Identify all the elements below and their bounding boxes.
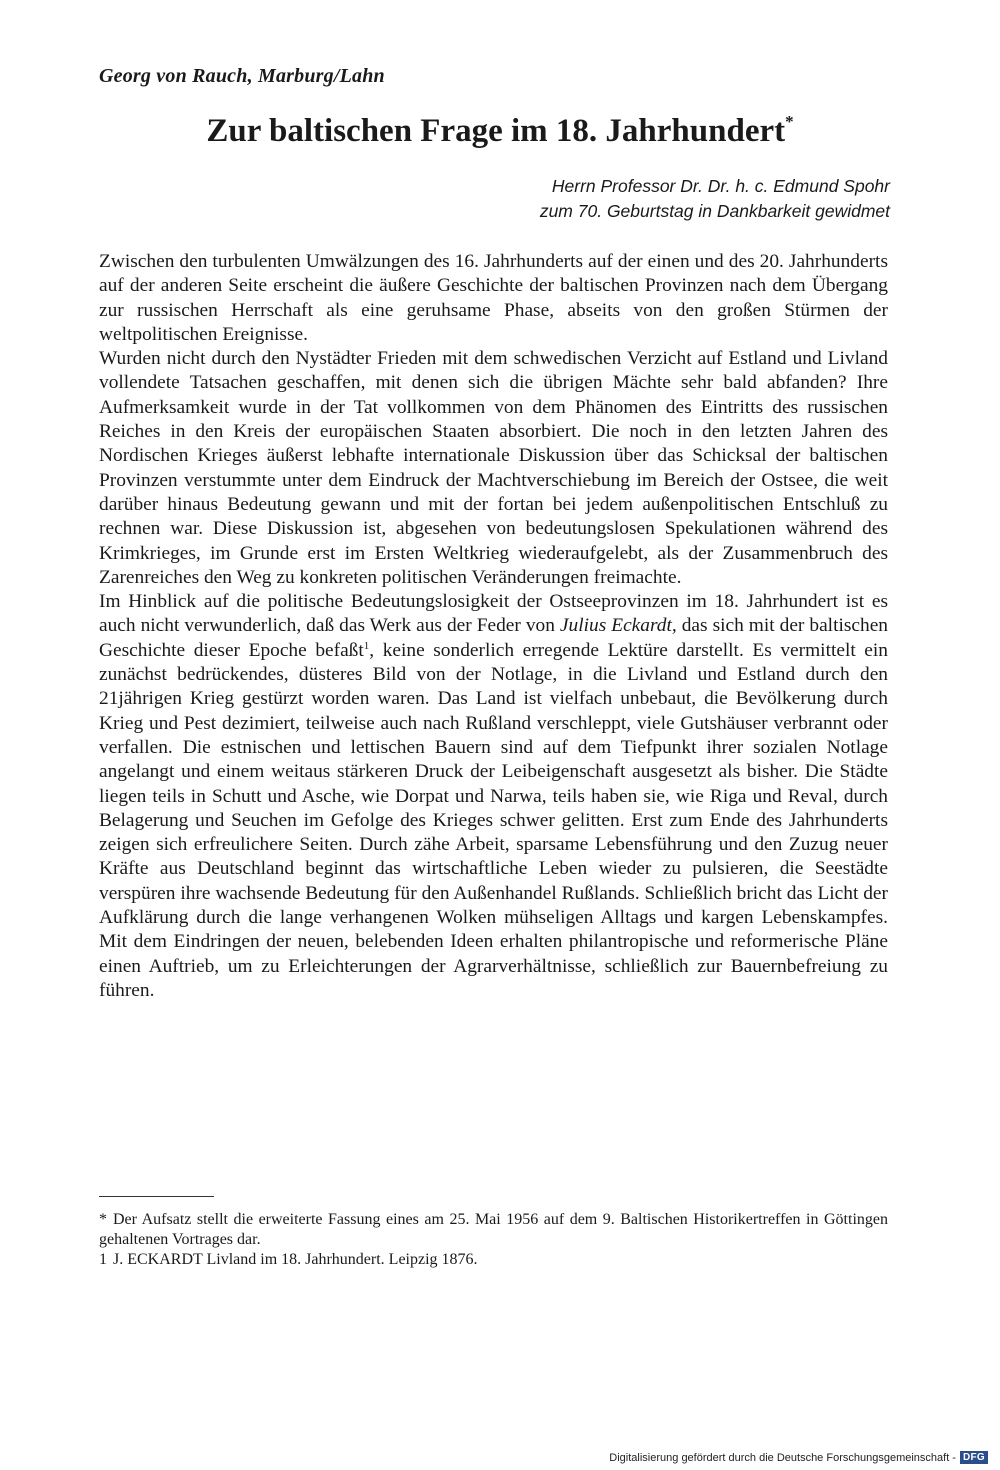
footnote-text: Der Aufsatz stellt die erweiterte Fassung eines am 25. Mai 1956 auf dem 9. Baltischen Historikertreffen in Göttingen gehaltenen Vortrages dar. bbox=[99, 1211, 888, 1248]
footnote-ref-1: 1 bbox=[363, 639, 370, 652]
dedication bbox=[540, 174, 890, 224]
paragraph-3-text-a: Im Hinblick auf die politische Bedeutungslosigkeit der Ostseeprovinzen im 18. Jahrhundert ist es auch nicht verwunderlich, daß das Werk aus der Feder von bbox=[99, 591, 888, 637]
digitization-credit bbox=[609, 1451, 988, 1464]
paragraph-3-text-b: das sich mit der baltischen Geschichte dieser Epoche befaßt bbox=[99, 615, 888, 661]
article-title bbox=[0, 112, 1000, 150]
article-body bbox=[99, 250, 888, 1003]
footnote bbox=[99, 1210, 888, 1250]
paragraph-1: Zwischen den turbulenten Umwälzungen des 16. Jahrhunderts auf der einen und des 20. Jahrhunderts auf der anderen Seite erscheint die äußere Geschichte der baltischen Provinzen nach dem Übergang zur russischen Herrschaft als eine geruhsame Phase, abseits von den großen Stürmen der weltpolitischen Ereignisse. bbox=[99, 251, 888, 345]
cited-author-name: Julius Eckardt, bbox=[559, 615, 677, 637]
footnote-mark: * bbox=[99, 1211, 107, 1228]
footnote-text: J. ECKARDT Livland im 18. Jahrhundert. Leipzig 1876. bbox=[113, 1251, 478, 1268]
footnote-mark: 1 bbox=[99, 1251, 107, 1268]
footnote-divider bbox=[99, 1196, 214, 1197]
dfg-logo-icon: DFG bbox=[960, 1451, 988, 1464]
title-text: Zur baltischen Frage im 18. Jahrhundert bbox=[206, 113, 786, 149]
credit-text: Digitalisierung gefördert durch die Deutsche Forschungsgemeinschaft - bbox=[609, 1451, 956, 1464]
paragraph-3 bbox=[99, 590, 888, 1003]
dedication-line-1: Herrn Professor Dr. Dr. h. c. Edmund Spohr bbox=[551, 176, 890, 196]
footnotes bbox=[99, 1210, 888, 1270]
footnote bbox=[99, 1250, 888, 1270]
dedication-line-2: zum 70. Geburtstag in Dankbarkeit gewidmet bbox=[539, 201, 890, 221]
paragraph-3-text-c: , keine sonderlich erregende Lektüre darstellt. Es vermittelt ein zunächst bedrückendes, düsteres Bild von der Notlage, in die Livland und Estland durch den 21jährigen Krieg gestürzt worden waren. Das Land ist vielfach unbebaut, die Bevölkerung durch Krieg und Pest dezimiert, teilweise auch nach Rußland verschleppt, viele Gutshäuser verbrannt oder verfallen. Die estnischen und lettischen Bauern sind auf dem Tiefpunkt ihrer sozialen Notlage angelangt und einem weitaus stärkeren Druck der Leibeigenschaft ausgesetzt als bisher. Die Städte liegen teils in Schutt und Asche, wie Dorpat und Narwa, teils haben sie, wie Riga und Reval, durch Belagerung und Seuchen im Gefolge des Krieges schwer gelitten. Erst zum Ende des Jahrhunderts zeigen sich erfreulichere Seiten. Durch zähe Arbeit, sparsame Lebensführung und den Zuzug neuer Kräfte aus Deutschland beginnt das wirtschaftliche Leben wieder zu pulsieren, die Seestädte verspüren ihre wachsende Bedeutung für den Außenhandel Rußlands. Schließlich bricht das Licht der Aufklärung durch die lange verhangenen Wolken mühseligen Alltags und kargen Lebenskampfes. Mit dem Eindringen der neuen, belebenden Ideen erhalten philantropische und reformerische Pläne einen Auftrieb, um zu Erleichterungen der Agrarverhältnisse, schließlich zur Bauernbefreiung zu führen. bbox=[99, 639, 888, 1001]
author-line: Georg von Rauch, Marburg/Lahn bbox=[99, 65, 385, 87]
paragraph-2: Wurden nicht durch den Nystädter Frieden mit dem schwedischen Verzicht auf Estland und Livland vollendete Tatsachen geschaffen, mit denen sich die übrigen Mächte sehr bald abfanden? Ihre Aufmerksamkeit wurde in der Tat vollkommen von dem Phänomen des Eintritts des russischen Reiches in den Kreis der europäischen Staaten absorbiert. Die noch in den letzten Jahren des Nordischen Krieges äußerst lebhafte internationale Diskussion über das Schicksal der baltischen Provinzen verstummte unter dem Eindruck der Machtverschiebung im Bereich der Ostsee, die weit darüber hinaus Bedeutung gewann und mit der fortan bei jedem außenpolitischen Entschluß zu rechnen war. Diese Diskussion ist, abgesehen von bedeutungslosen Spekulationen während des Krimkrieges, im Grunde erst im Ersten Weltkrieg wiederaufgelebt, als der Zusammenbruch des Zarenreiches den Weg zu konkreten politischen Veränderungen freimachte. bbox=[99, 348, 888, 588]
title-footnote-mark: * bbox=[785, 112, 794, 131]
